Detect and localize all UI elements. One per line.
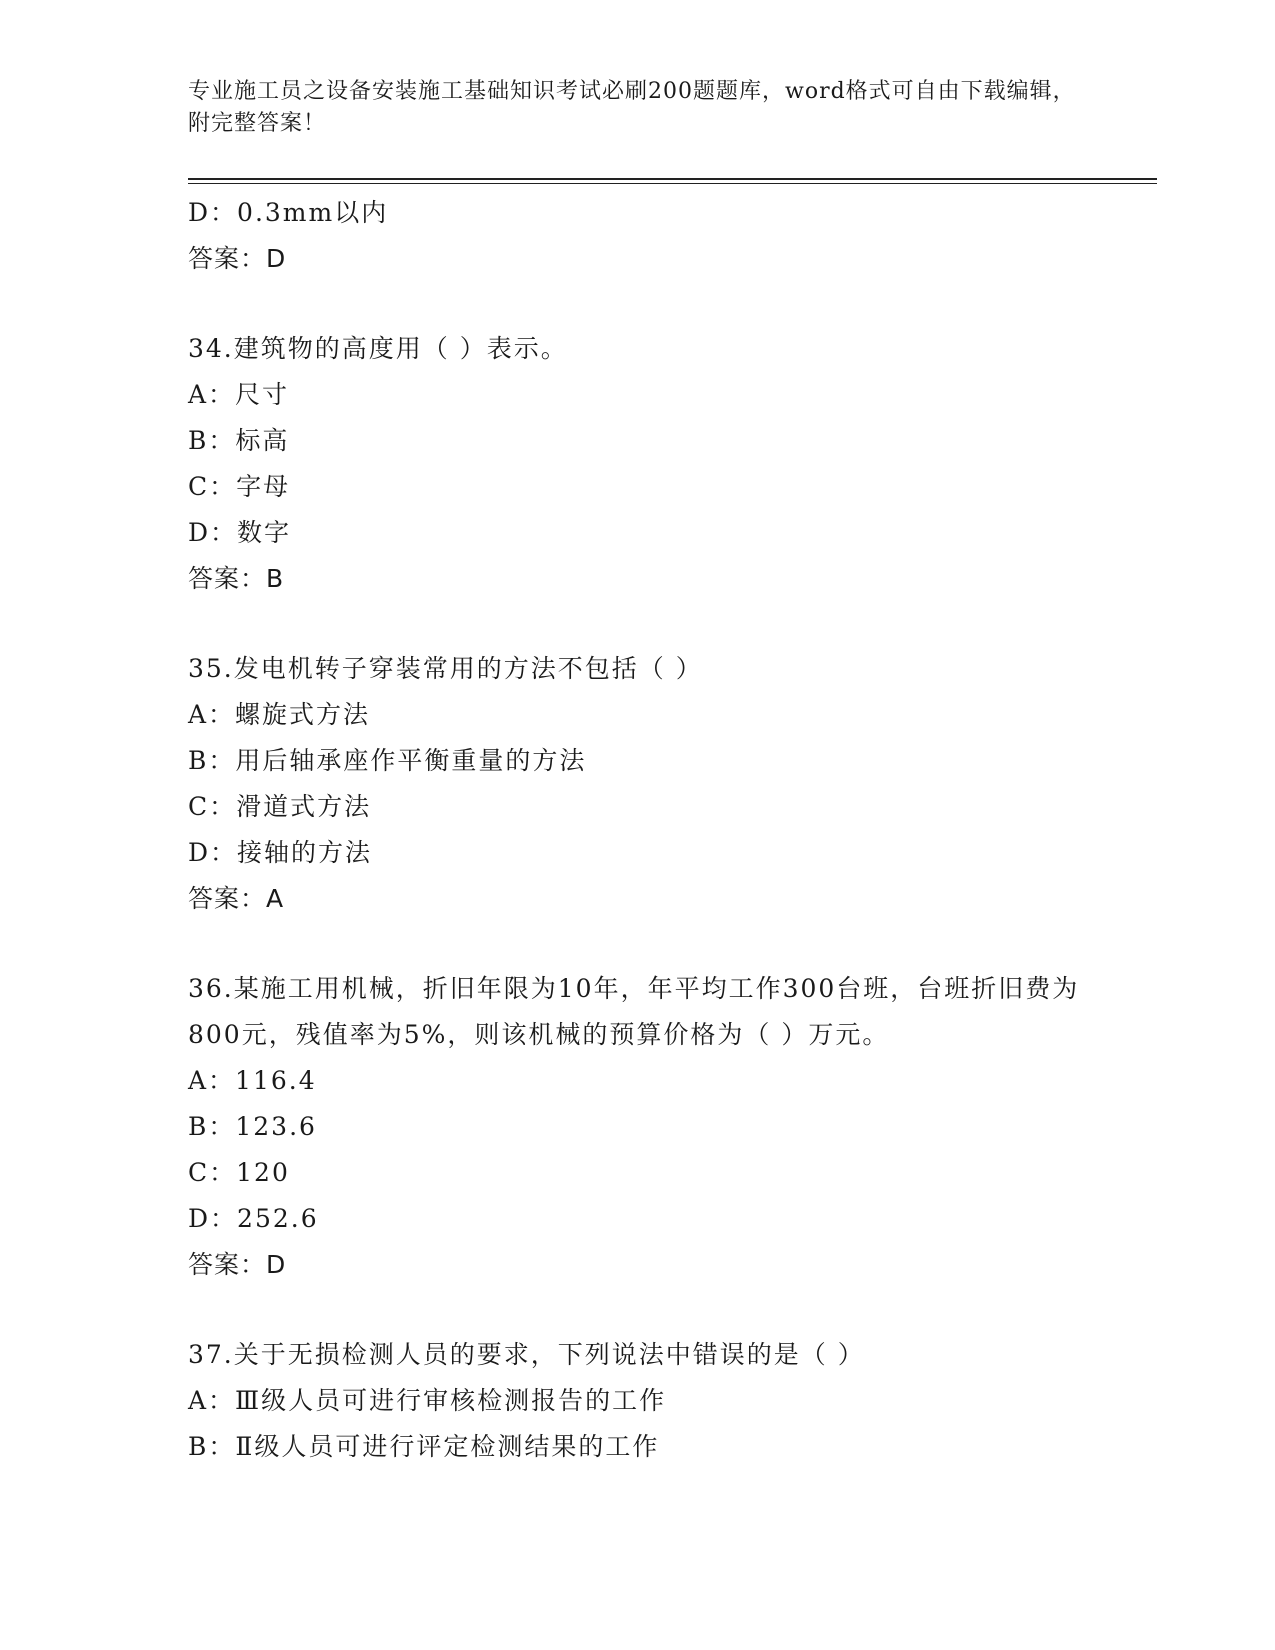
option-c: C：120 [188,1158,290,1187]
question-37: 37.关于无损检测人员的要求，下列说法中错误的是（ ） [188,1340,865,1369]
question-list [188,190,1088,1470]
option-b: B：123.6 [188,1112,317,1141]
answer-line: 答案：A [188,884,285,913]
option-b: B：标高 [188,426,290,455]
header-divider [188,178,1157,180]
document-header: 专业施工员之设备安装施工基础知识考试必刷200题题库，word格式可自由下载编辑，附完整答案！ [188,79,1076,136]
option-a: A：螺旋式方法 [188,700,371,729]
option-c: C：滑道式方法 [188,792,372,821]
option-b: B：Ⅱ级人员可进行评定检测结果的工作 [188,1432,660,1461]
answer-line: 答案：D [188,1250,287,1279]
option-a: A：Ⅲ级人员可进行审核检测报告的工作 [188,1386,667,1415]
option-d: D：252.6 [188,1204,319,1233]
option-d: D：数字 [188,518,292,547]
option-d: D：接轴的方法 [188,838,373,867]
option-c: C：字母 [188,472,291,501]
option-a: A：尺寸 [188,380,290,409]
option-d: D：0.3mm以内 [188,198,389,227]
question-36: 36.某施工用机械，折旧年限为10年，年平均工作300台班，台班折旧费为800元，残值率为5%，则该机械的预算价格为（ ）万元。 [188,974,1080,1049]
header-divider-thin [188,183,1157,184]
question-34: 34.建筑物的高度用（ ）表示。 [188,334,568,363]
answer-line: 答案：D [188,244,287,273]
option-a: A：116.4 [188,1066,317,1095]
question-35: 35.发电机转子穿装常用的方法不包括（ ） [188,654,703,683]
answer-line: 答案：B [188,564,285,593]
option-b: B：用后轴承座作平衡重量的方法 [188,746,587,775]
